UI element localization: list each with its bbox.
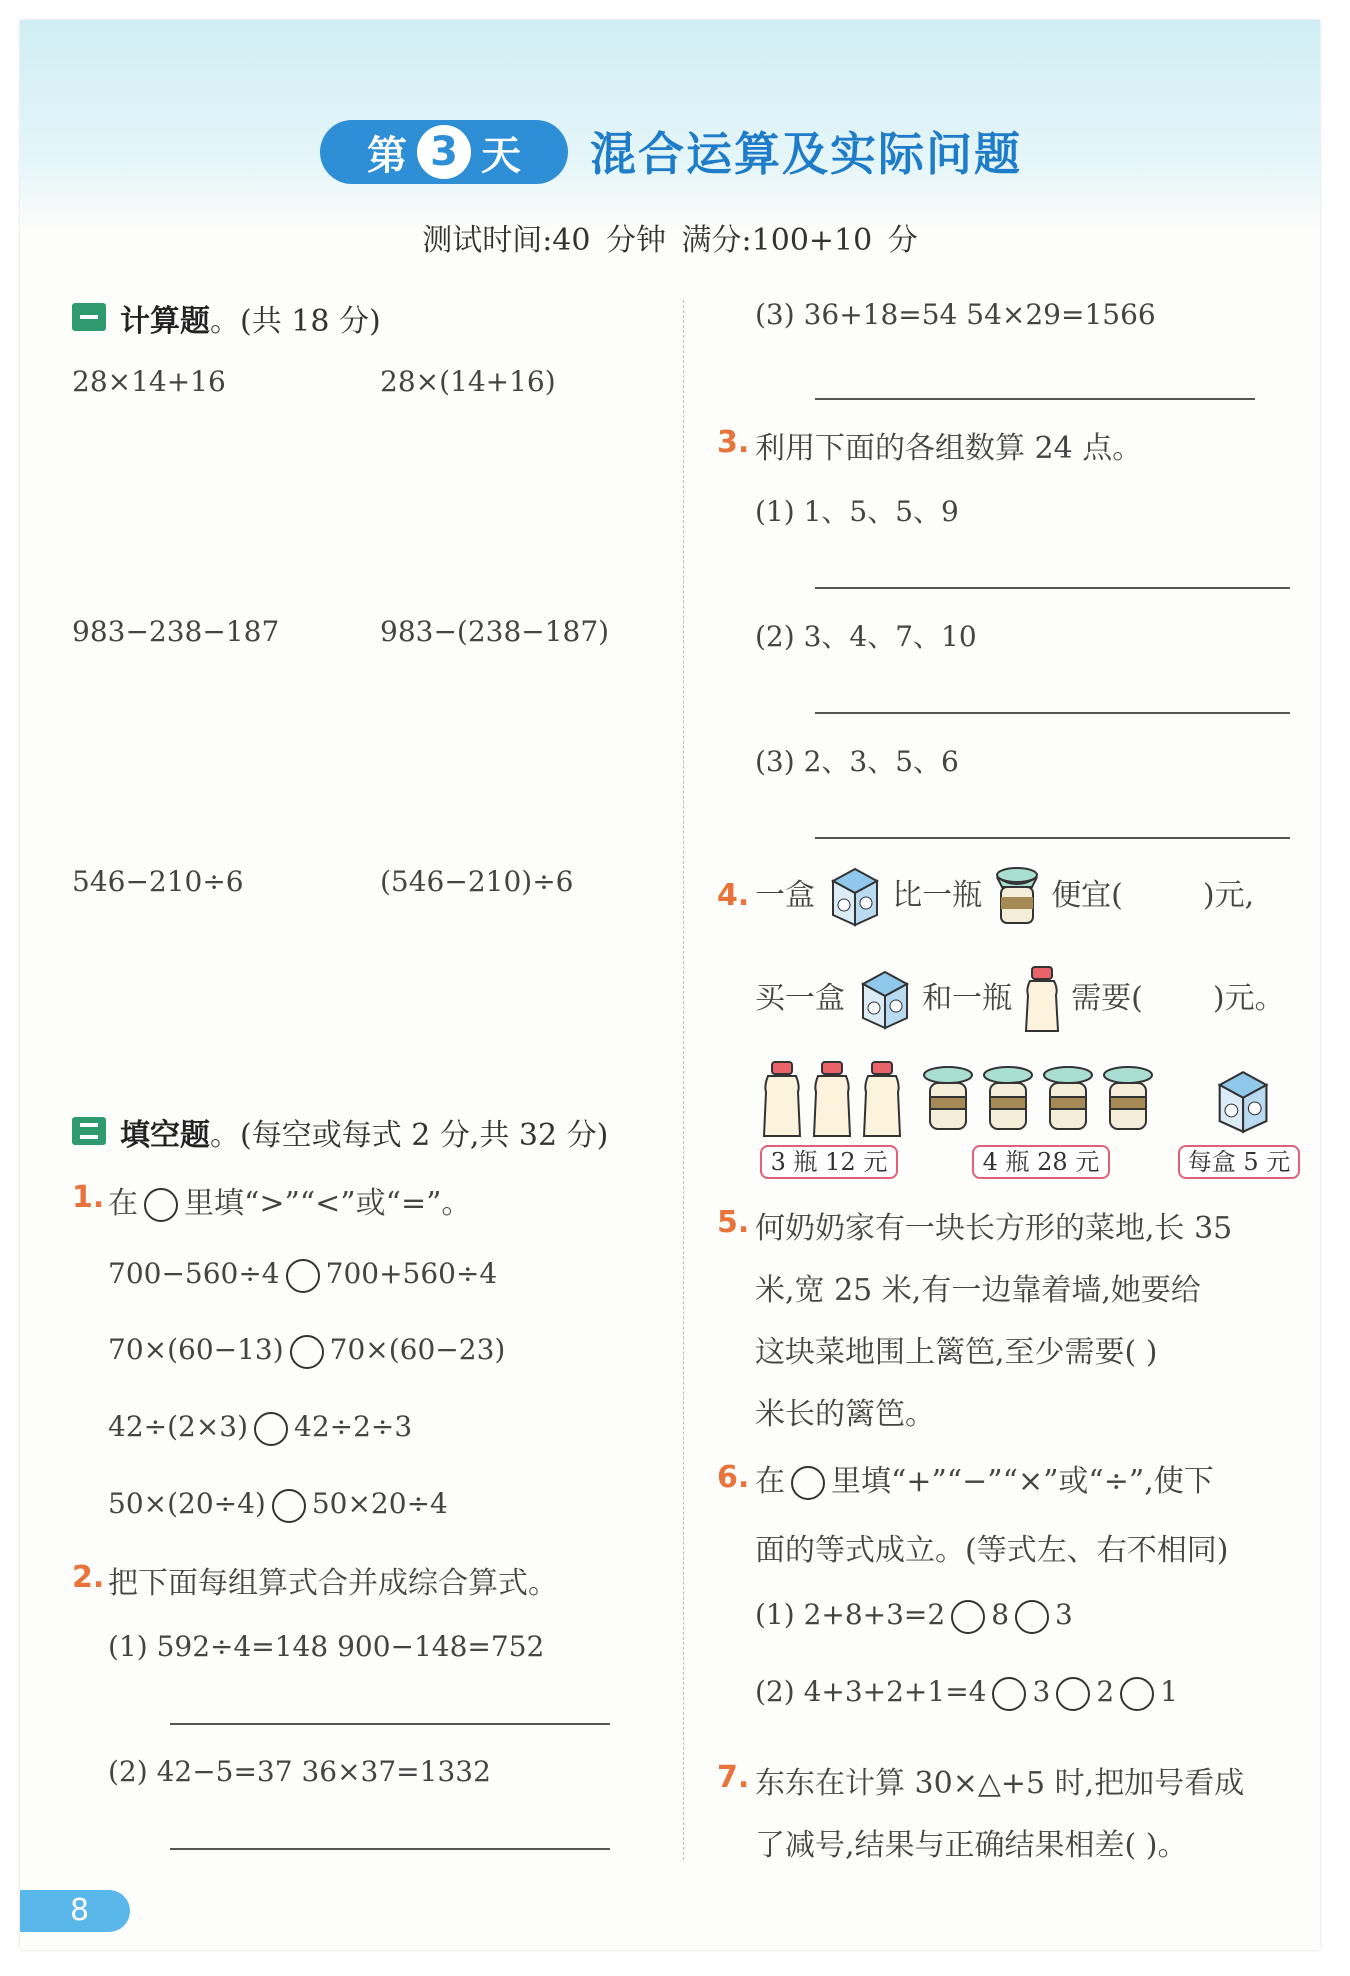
milk-bottle-icon bbox=[1022, 965, 1062, 1035]
q5-line: 这块菜地围上篱笆,至少需要( ) bbox=[755, 1335, 1158, 1370]
q5-line: 米长的篱笆。 bbox=[755, 1397, 935, 1432]
compare-row: 50×(20÷4) 50×20÷4 bbox=[108, 1487, 448, 1523]
q2-item: (1) 592÷4=148 900−148=752 bbox=[108, 1630, 545, 1663]
day-number: 3 bbox=[417, 125, 471, 179]
answer-circle[interactable] bbox=[272, 1489, 306, 1523]
q3-item: (3) 2、3、5、6 bbox=[755, 745, 959, 778]
answer-circle[interactable] bbox=[144, 1188, 178, 1222]
calc-problem: 546−210÷6 bbox=[72, 865, 244, 898]
worksheet-page bbox=[20, 20, 1320, 1950]
answer-line[interactable] bbox=[815, 587, 1290, 589]
answer-line[interactable] bbox=[170, 1723, 610, 1725]
day-suffix: 天 bbox=[481, 132, 521, 179]
answer-circle[interactable] bbox=[286, 1259, 320, 1293]
q7-line: 东东在计算 30×△+5 时,把加号看成 bbox=[755, 1766, 1245, 1801]
calc-problem: 28×(14+16) bbox=[380, 365, 556, 398]
compare-row: 700−560÷4 700+560÷4 bbox=[108, 1257, 497, 1293]
page-number: 8 bbox=[20, 1890, 130, 1932]
answer-circle[interactable] bbox=[791, 1466, 825, 1500]
q5-line: 米,宽 25 米,有一边靠着墙,她要给 bbox=[755, 1273, 1201, 1308]
yogurt-jars-icon bbox=[920, 1065, 1160, 1135]
answer-circle[interactable] bbox=[1120, 1677, 1154, 1711]
question-number: 1. bbox=[72, 1180, 105, 1215]
q3-item: (2) 3、4、7、10 bbox=[755, 620, 977, 653]
calc-problem: (546−210)÷6 bbox=[380, 865, 574, 898]
answer-circle[interactable] bbox=[290, 1335, 324, 1369]
q2-item: (3) 36+18=54 54×29=1566 bbox=[755, 298, 1156, 331]
q4-line-1: 一盒 比一瓶 便宜( )元, bbox=[755, 865, 1254, 929]
milk-carton-icon bbox=[1210, 1068, 1274, 1136]
question-number: 7. bbox=[717, 1760, 750, 1795]
page-title: 混合运算及实际问题 bbox=[590, 127, 1022, 181]
price-tag: 每盒 5 元 bbox=[1178, 1145, 1300, 1179]
section-two-title: 填空题。(每空或每式 2 分,共 32 分) bbox=[120, 1118, 609, 1153]
compare-row: 42÷(2×3) 42÷2÷3 bbox=[108, 1410, 412, 1446]
calc-problem: 983−238−187 bbox=[72, 615, 280, 648]
section-one-icon bbox=[72, 303, 106, 331]
q5-line: 何奶奶家有一块长方形的菜地,长 35 bbox=[755, 1211, 1233, 1246]
compare-row: 70×(60−13) 70×(60−23) bbox=[108, 1333, 505, 1369]
milk-carton-icon bbox=[825, 865, 883, 929]
q6-line-1: 在 里填“+”“−”“×”或“÷”,使下 bbox=[755, 1464, 1214, 1499]
question-number: 2. bbox=[72, 1560, 105, 1595]
q1-text: 在 里填“>”“<”或“=”。 bbox=[108, 1186, 472, 1221]
answer-circle[interactable] bbox=[1015, 1600, 1049, 1634]
milk-bottles-icon bbox=[760, 1060, 910, 1140]
column-divider bbox=[683, 300, 684, 1860]
q7-line: 了减号,结果与正确结果相差( )。 bbox=[755, 1828, 1188, 1863]
question-number: 5. bbox=[717, 1205, 750, 1240]
day-prefix: 第 bbox=[367, 132, 407, 179]
calc-problem: 28×14+16 bbox=[72, 365, 226, 398]
price-tag: 4 瓶 28 元 bbox=[972, 1145, 1110, 1179]
answer-circle[interactable] bbox=[951, 1600, 985, 1634]
question-number: 6. bbox=[717, 1460, 750, 1495]
q6-line-2: 面的等式成立。(等式左、右不相同) bbox=[755, 1533, 1229, 1568]
question-number: 3. bbox=[717, 425, 750, 460]
question-number: 4. bbox=[717, 878, 750, 913]
q2-text: 把下面每组算式合并成综合算式。 bbox=[108, 1566, 558, 1601]
q2-item: (2) 42−5=37 36×37=1332 bbox=[108, 1755, 491, 1788]
section-two-icon bbox=[72, 1117, 106, 1145]
q6-item: (2) 4+3+2+1=4 3 2 1 bbox=[755, 1675, 1178, 1711]
section-one-title: 计算题。(共 18 分) bbox=[120, 304, 381, 339]
test-info: 测试时间:40 分钟 满分:100+10 分 bbox=[422, 223, 918, 258]
answer-circle[interactable] bbox=[1056, 1677, 1090, 1711]
q4-line-2: 买一盒 和一瓶 需要( )元。 bbox=[755, 965, 1285, 1035]
answer-circle[interactable] bbox=[254, 1412, 288, 1446]
answer-line[interactable] bbox=[170, 1848, 610, 1850]
calc-problem: 983−(238−187) bbox=[380, 615, 610, 648]
q6-item: (1) 2+8+3=2 8 3 bbox=[755, 1598, 1073, 1634]
q3-item: (1) 1、5、5、9 bbox=[755, 495, 959, 528]
answer-circle[interactable] bbox=[992, 1677, 1026, 1711]
answer-line[interactable] bbox=[815, 712, 1290, 714]
q3-text: 利用下面的各组数算 24 点。 bbox=[755, 431, 1143, 466]
yogurt-jar-icon bbox=[992, 865, 1042, 929]
answer-line[interactable] bbox=[815, 837, 1290, 839]
answer-line[interactable] bbox=[815, 398, 1255, 400]
page-header bbox=[20, 20, 1320, 230]
day-badge bbox=[320, 120, 568, 184]
milk-carton-icon bbox=[855, 968, 913, 1032]
price-tag: 3 瓶 12 元 bbox=[760, 1145, 898, 1179]
